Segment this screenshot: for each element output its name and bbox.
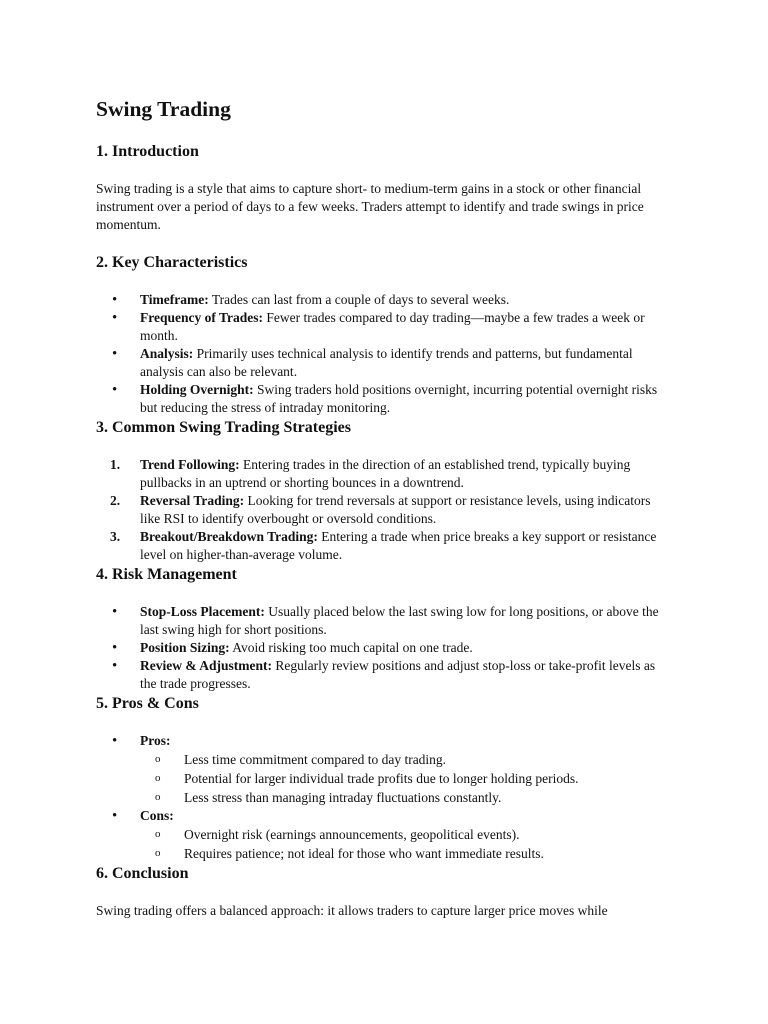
pros-cons-list bbox=[96, 732, 672, 863]
list-item bbox=[96, 657, 672, 693]
circle-marker: o bbox=[155, 753, 161, 765]
item-lead: Stop-Loss Placement: bbox=[140, 604, 265, 619]
item-lead: Analysis: bbox=[140, 346, 194, 361]
cons-sublist bbox=[140, 825, 672, 863]
sub-item-text: Less time commitment compared to day trading. bbox=[184, 752, 447, 767]
section-heading-conclusion: 6. Conclusion bbox=[96, 865, 189, 882]
item-lead: Position Sizing: bbox=[140, 640, 230, 655]
pros-sublist bbox=[140, 750, 672, 807]
bullet-marker: • bbox=[112, 604, 118, 620]
item-text: Avoid risking too much capital on one trade. bbox=[229, 640, 473, 655]
item-lead: Timeframe: bbox=[140, 292, 209, 307]
number-marker: 2. bbox=[110, 493, 121, 508]
list-item bbox=[96, 603, 672, 639]
section-heading-introduction: 1. Introduction bbox=[96, 143, 199, 160]
pros-label: Pros: bbox=[140, 733, 171, 748]
list-item bbox=[96, 639, 672, 657]
risk-list bbox=[96, 603, 672, 693]
document-page bbox=[96, 94, 672, 920]
sub-list-item bbox=[140, 750, 672, 769]
sub-list-item bbox=[140, 844, 672, 863]
item-lead: Review & Adjustment: bbox=[140, 658, 272, 673]
list-item bbox=[96, 492, 672, 528]
list-item bbox=[96, 345, 672, 381]
list-item bbox=[96, 291, 672, 309]
bullet-marker: • bbox=[112, 310, 118, 326]
cons-label: Cons: bbox=[140, 808, 174, 823]
sub-item-text: Overnight risk (earnings announcements, geopolitical events). bbox=[184, 827, 520, 842]
sub-item-text: Less stress than managing intraday fluctuations constantly. bbox=[184, 790, 502, 805]
section-heading-pros-cons: 5. Pros & Cons bbox=[96, 695, 199, 712]
bullet-marker: • bbox=[112, 640, 118, 656]
number-marker: 1. bbox=[110, 457, 121, 472]
strategies-list bbox=[96, 456, 672, 564]
item-text: Swing traders hold positions overnight, incurring potential overnight risks but reducing the stress of intraday monitoring. bbox=[140, 382, 658, 415]
item-lead: Frequency of Trades: bbox=[140, 310, 263, 325]
list-item bbox=[96, 456, 672, 492]
section-heading-key-characteristics: 2. Key Characteristics bbox=[96, 254, 248, 271]
circle-marker: o bbox=[155, 828, 161, 840]
bullet-marker: • bbox=[112, 808, 118, 824]
sub-list-item bbox=[140, 825, 672, 844]
sub-list-item bbox=[140, 788, 672, 807]
sub-item-text: Potential for larger individual trade profits due to longer holding periods. bbox=[184, 771, 579, 786]
circle-marker: o bbox=[155, 772, 161, 784]
introduction-paragraph: Swing trading is a style that aims to capture short- to medium-term gains in a stock or other financial instrument over a period of days to a few weeks. Traders attempt to identify and trade swings in price momentum. bbox=[96, 181, 644, 232]
list-item bbox=[96, 381, 672, 417]
document-title: Swing Trading bbox=[96, 97, 231, 121]
item-text: Entering a trade when price breaks a key support or resistance level on higher-than-average volume. bbox=[140, 529, 657, 562]
item-text: Usually placed below the last swing low for long positions, or above the last swing high for short positions. bbox=[140, 604, 659, 637]
section-heading-risk-management: 4. Risk Management bbox=[96, 566, 237, 583]
item-text: Looking for trend reversals at support or resistance levels, using indicators like RSI to identify overbought or oversold conditions. bbox=[140, 493, 651, 526]
item-lead: Holding Overnight: bbox=[140, 382, 254, 397]
item-text: Primarily uses technical analysis to identify trends and patterns, but fundamental analysis can also be relevant. bbox=[140, 346, 633, 379]
number-marker: 3. bbox=[110, 529, 121, 544]
item-lead: Trend Following: bbox=[140, 457, 240, 472]
item-text: Trades can last from a couple of days to several weeks. bbox=[208, 292, 510, 307]
bullet-marker: • bbox=[112, 658, 118, 674]
section-heading-strategies: 3. Common Swing Trading Strategies bbox=[96, 419, 351, 436]
item-text: Regularly review positions and adjust stop-loss or take-profit levels as the trade progresses. bbox=[140, 658, 656, 691]
circle-marker: o bbox=[155, 791, 161, 803]
list-item bbox=[96, 309, 672, 345]
item-text: Fewer trades compared to day trading—maybe a few trades a week or month. bbox=[140, 310, 645, 343]
characteristics-list bbox=[96, 291, 672, 417]
bullet-marker: • bbox=[112, 346, 118, 362]
sub-list-item bbox=[140, 769, 672, 788]
bullet-marker: • bbox=[112, 292, 118, 308]
item-text: Entering trades in the direction of an established trend, typically buying pullbacks in an uptrend or shorting bounces in a downtrend. bbox=[140, 457, 631, 490]
circle-marker: o bbox=[155, 847, 161, 859]
conclusion-paragraph: Swing trading offers a balanced approach: it allows traders to capture larger price moves while bbox=[96, 903, 608, 918]
item-lead: Reversal Trading: bbox=[140, 493, 245, 508]
cons-item bbox=[96, 807, 672, 863]
bullet-marker: • bbox=[112, 733, 118, 749]
list-item bbox=[96, 528, 672, 564]
item-lead: Breakout/Breakdown Trading: bbox=[140, 529, 318, 544]
bullet-marker: • bbox=[112, 382, 118, 398]
sub-item-text: Requires patience; not ideal for those who want immediate results. bbox=[184, 846, 544, 861]
pros-item bbox=[96, 732, 672, 807]
